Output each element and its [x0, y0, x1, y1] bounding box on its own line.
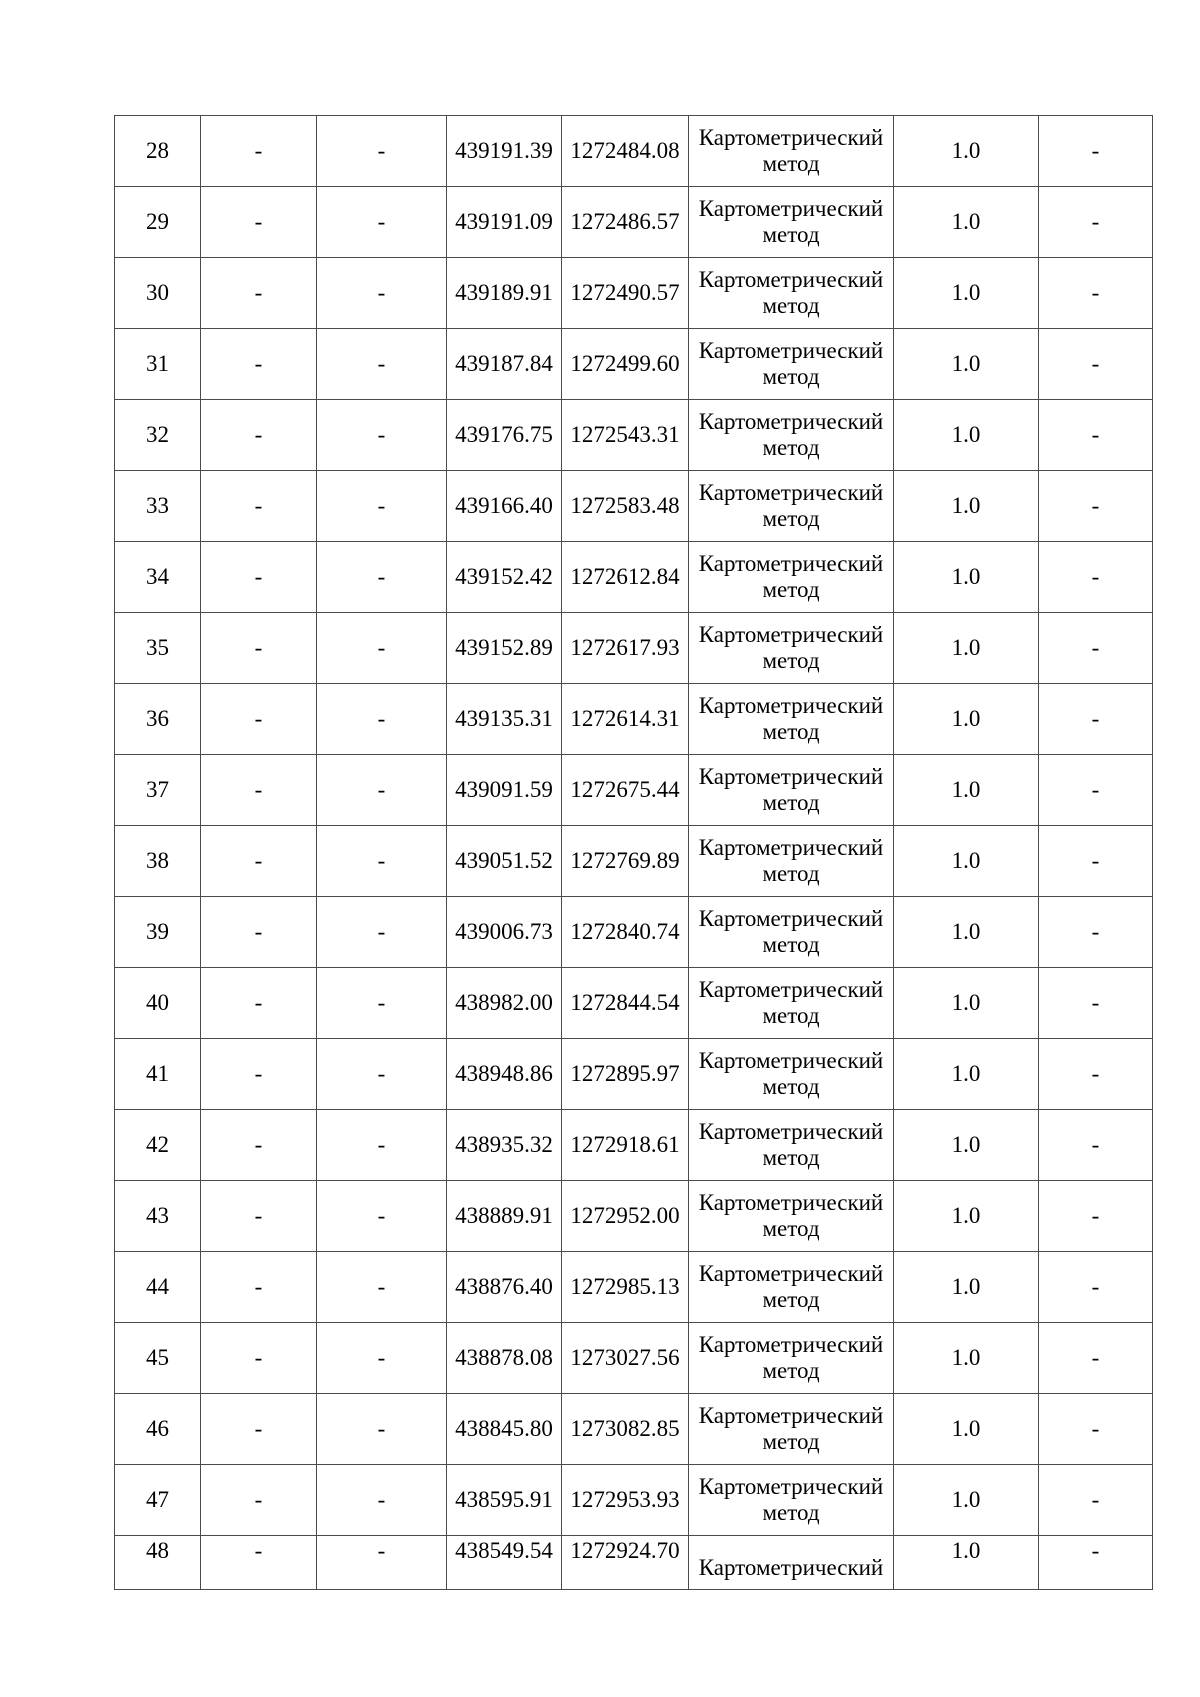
method-text-line: метод: [762, 1358, 820, 1383]
method-cell: [689, 826, 894, 897]
point-number-cell: 43: [115, 1181, 201, 1252]
y-coordinate-cell: 1272895.97: [562, 1039, 689, 1110]
y-coordinate-cell: 1273082.85: [562, 1394, 689, 1465]
table-row: [115, 1181, 1153, 1252]
column-8-cell: -: [1039, 1465, 1153, 1536]
x-coordinate-cell: 438935.32: [447, 1110, 562, 1181]
table-row: [115, 400, 1153, 471]
method-text-line: Картометрический: [698, 1119, 884, 1144]
x-coordinate-cell: 439152.42: [447, 542, 562, 613]
column-2-cell: -: [201, 1536, 317, 1590]
point-number-cell: 45: [115, 1323, 201, 1394]
point-number-cell: 48: [115, 1536, 201, 1590]
column-2-cell: -: [201, 755, 317, 826]
method-text-line: метод: [762, 1003, 820, 1028]
column-3-cell: -: [317, 471, 447, 542]
y-coordinate-cell: 1272583.48: [562, 471, 689, 542]
column-8-cell: -: [1039, 258, 1153, 329]
method-text-line: метод: [762, 648, 820, 673]
column-2-cell: -: [201, 400, 317, 471]
column-2-cell: -: [201, 1252, 317, 1323]
table-row: [115, 826, 1153, 897]
column-8-cell: -: [1039, 1181, 1153, 1252]
table-row: [115, 329, 1153, 400]
method-text-line: Картометрический: [698, 1554, 884, 1580]
method-text-line: Картометрический: [698, 906, 884, 931]
accuracy-cell: 1.0: [894, 1039, 1039, 1110]
column-8-cell: -: [1039, 1039, 1153, 1110]
column-2-cell: -: [201, 1110, 317, 1181]
column-8-cell: -: [1039, 755, 1153, 826]
column-2-cell: -: [201, 1323, 317, 1394]
method-text-line: метод: [762, 293, 820, 318]
column-2-cell: -: [201, 258, 317, 329]
column-8-cell: -: [1039, 1252, 1153, 1323]
column-2-cell: -: [201, 613, 317, 684]
accuracy-cell: 1.0: [894, 1181, 1039, 1252]
method-text-line: Картометрический: [698, 1261, 884, 1286]
column-8-cell: -: [1039, 1536, 1153, 1590]
method-cell: [689, 187, 894, 258]
y-coordinate-cell: 1272486.57: [562, 187, 689, 258]
method-text-line: Картометрический: [698, 551, 884, 576]
accuracy-cell: 1.0: [894, 1536, 1039, 1590]
accuracy-cell: 1.0: [894, 187, 1039, 258]
column-8-cell: -: [1039, 1323, 1153, 1394]
column-8-cell: -: [1039, 897, 1153, 968]
method-text-line: Картометрический: [698, 1190, 884, 1215]
y-coordinate-cell: 1272985.13: [562, 1252, 689, 1323]
x-coordinate-cell: 438876.40: [447, 1252, 562, 1323]
method-cell: [689, 1252, 894, 1323]
x-coordinate-cell: 439191.39: [447, 116, 562, 187]
table-row: [115, 1252, 1153, 1323]
x-coordinate-cell: 439091.59: [447, 755, 562, 826]
method-text-line: метод: [762, 1500, 820, 1525]
method-text-line: метод: [762, 719, 820, 744]
column-3-cell: -: [317, 968, 447, 1039]
method-text-line: Картометрический: [698, 693, 884, 718]
column-3-cell: -: [317, 1110, 447, 1181]
x-coordinate-cell: 439006.73: [447, 897, 562, 968]
column-2-cell: -: [201, 1394, 317, 1465]
column-3-cell: -: [317, 1536, 447, 1590]
column-2-cell: -: [201, 329, 317, 400]
method-text-line: Картометрический: [698, 338, 884, 363]
method-text-line: метод: [762, 1074, 820, 1099]
x-coordinate-cell: 439176.75: [447, 400, 562, 471]
x-coordinate-cell: 439166.40: [447, 471, 562, 542]
table-body: [115, 116, 1153, 1590]
accuracy-cell: 1.0: [894, 542, 1039, 613]
x-coordinate-cell: 438595.91: [447, 1465, 562, 1536]
column-8-cell: -: [1039, 542, 1153, 613]
y-coordinate-cell: 1272499.60: [562, 329, 689, 400]
column-8-cell: -: [1039, 1394, 1153, 1465]
column-3-cell: -: [317, 826, 447, 897]
accuracy-cell: 1.0: [894, 613, 1039, 684]
y-coordinate-cell: 1272484.08: [562, 116, 689, 187]
column-2-cell: -: [201, 1039, 317, 1110]
column-8-cell: -: [1039, 613, 1153, 684]
point-number-cell: 31: [115, 329, 201, 400]
method-text-line: метод: [762, 151, 820, 176]
accuracy-cell: 1.0: [894, 471, 1039, 542]
column-2-cell: -: [201, 187, 317, 258]
point-number-cell: 33: [115, 471, 201, 542]
column-2-cell: -: [201, 471, 317, 542]
point-number-cell: 39: [115, 897, 201, 968]
x-coordinate-cell: 439135.31: [447, 684, 562, 755]
point-number-cell: 46: [115, 1394, 201, 1465]
accuracy-cell: 1.0: [894, 826, 1039, 897]
point-number-cell: 44: [115, 1252, 201, 1323]
y-coordinate-cell: 1272612.84: [562, 542, 689, 613]
x-coordinate-cell: 439152.89: [447, 613, 562, 684]
method-cell: [689, 1181, 894, 1252]
method-text-line: Картометрический: [698, 1474, 884, 1499]
x-coordinate-cell: 439187.84: [447, 329, 562, 400]
column-8-cell: -: [1039, 471, 1153, 542]
column-8-cell: -: [1039, 400, 1153, 471]
point-number-cell: 34: [115, 542, 201, 613]
table-row: [115, 1536, 1153, 1590]
column-2-cell: -: [201, 1181, 317, 1252]
accuracy-cell: 1.0: [894, 1323, 1039, 1394]
accuracy-cell: 1.0: [894, 1394, 1039, 1465]
column-2-cell: -: [201, 826, 317, 897]
x-coordinate-cell: 439189.91: [447, 258, 562, 329]
coordinates-table: [114, 115, 1153, 1590]
point-number-cell: 42: [115, 1110, 201, 1181]
column-8-cell: -: [1039, 116, 1153, 187]
column-3-cell: -: [317, 1039, 447, 1110]
method-cell: [689, 1039, 894, 1110]
method-cell: [689, 1323, 894, 1394]
point-number-cell: 35: [115, 613, 201, 684]
method-text-line: метод: [762, 932, 820, 957]
x-coordinate-cell: 438982.00: [447, 968, 562, 1039]
method-text-line: метод: [762, 222, 820, 247]
column-3-cell: -: [317, 1394, 447, 1465]
column-2-cell: -: [201, 542, 317, 613]
method-cell: [689, 897, 894, 968]
method-text-line: Картометрический: [698, 1048, 884, 1073]
accuracy-cell: 1.0: [894, 897, 1039, 968]
column-8-cell: -: [1039, 684, 1153, 755]
y-coordinate-cell: 1272924.70: [562, 1536, 689, 1590]
column-2-cell: -: [201, 1465, 317, 1536]
column-8-cell: -: [1039, 329, 1153, 400]
method-cell: [689, 1110, 894, 1181]
table-row: [115, 1394, 1153, 1465]
method-text-line: метод: [762, 577, 820, 602]
column-8-cell: -: [1039, 968, 1153, 1039]
method-text-line: Картометрический: [698, 409, 884, 434]
point-number-cell: 38: [115, 826, 201, 897]
y-coordinate-cell: 1272918.61: [562, 1110, 689, 1181]
column-8-cell: -: [1039, 1110, 1153, 1181]
method-text-line: метод: [762, 364, 820, 389]
column-2-cell: -: [201, 684, 317, 755]
method-text-line: метод: [762, 790, 820, 815]
method-text-line: Картометрический: [698, 977, 884, 1002]
method-cell: [689, 613, 894, 684]
method-text-line: Картометрический: [698, 196, 884, 221]
accuracy-cell: 1.0: [894, 755, 1039, 826]
column-3-cell: -: [317, 187, 447, 258]
method-text-line: Картометрический: [698, 267, 884, 292]
table-row: [115, 684, 1153, 755]
point-number-cell: 30: [115, 258, 201, 329]
table-row: [115, 187, 1153, 258]
y-coordinate-cell: 1272490.57: [562, 258, 689, 329]
table-row: [115, 116, 1153, 187]
accuracy-cell: 1.0: [894, 968, 1039, 1039]
table-row: [115, 1039, 1153, 1110]
column-3-cell: -: [317, 1181, 447, 1252]
column-3-cell: -: [317, 542, 447, 613]
method-cell: [689, 400, 894, 471]
y-coordinate-cell: 1272769.89: [562, 826, 689, 897]
column-3-cell: -: [317, 684, 447, 755]
column-3-cell: -: [317, 755, 447, 826]
method-text-line: Картометрический: [698, 622, 884, 647]
accuracy-cell: 1.0: [894, 1110, 1039, 1181]
method-cell: [689, 1536, 894, 1590]
column-3-cell: -: [317, 400, 447, 471]
column-3-cell: -: [317, 613, 447, 684]
y-coordinate-cell: 1273027.56: [562, 1323, 689, 1394]
method-cell: [689, 1465, 894, 1536]
point-number-cell: 37: [115, 755, 201, 826]
column-3-cell: -: [317, 258, 447, 329]
x-coordinate-cell: 438878.08: [447, 1323, 562, 1394]
method-text-line: Картометрический: [698, 1332, 884, 1357]
method-cell: [689, 116, 894, 187]
x-coordinate-cell: 438549.54: [447, 1536, 562, 1590]
column-3-cell: -: [317, 1323, 447, 1394]
method-cell: [689, 471, 894, 542]
column-2-cell: -: [201, 897, 317, 968]
x-coordinate-cell: 438845.80: [447, 1394, 562, 1465]
method-cell: [689, 1394, 894, 1465]
table-row: [115, 258, 1153, 329]
table-row: [115, 1323, 1153, 1394]
x-coordinate-cell: 439051.52: [447, 826, 562, 897]
column-3-cell: -: [317, 1252, 447, 1323]
y-coordinate-cell: 1272840.74: [562, 897, 689, 968]
method-text-line: Картометрический: [698, 1403, 884, 1428]
point-number-cell: 29: [115, 187, 201, 258]
method-text-line: Картометрический: [698, 125, 884, 150]
accuracy-cell: 1.0: [894, 684, 1039, 755]
method-text-line: метод: [762, 506, 820, 531]
method-cell: [689, 684, 894, 755]
column-2-cell: -: [201, 968, 317, 1039]
method-text-line: метод: [762, 435, 820, 460]
method-cell: [689, 258, 894, 329]
point-number-cell: 32: [115, 400, 201, 471]
method-text-line: Картометрический: [698, 480, 884, 505]
method-cell: [689, 968, 894, 1039]
method-cell: [689, 542, 894, 613]
method-cell: [689, 755, 894, 826]
column-3-cell: -: [317, 1465, 447, 1536]
point-number-cell: 47: [115, 1465, 201, 1536]
column-3-cell: -: [317, 116, 447, 187]
y-coordinate-cell: 1272614.31: [562, 684, 689, 755]
table-row: [115, 968, 1153, 1039]
point-number-cell: 40: [115, 968, 201, 1039]
table-row: [115, 613, 1153, 684]
table-row: [115, 1110, 1153, 1181]
y-coordinate-cell: 1272675.44: [562, 755, 689, 826]
method-text-line: метод: [762, 1287, 820, 1312]
table-row: [115, 542, 1153, 613]
method-text-line: метод: [762, 1216, 820, 1241]
x-coordinate-cell: 439191.09: [447, 187, 562, 258]
y-coordinate-cell: 1272543.31: [562, 400, 689, 471]
method-text-line: метод: [762, 1429, 820, 1454]
accuracy-cell: 1.0: [894, 400, 1039, 471]
accuracy-cell: 1.0: [894, 116, 1039, 187]
y-coordinate-cell: 1272952.00: [562, 1181, 689, 1252]
point-number-cell: 28: [115, 116, 201, 187]
x-coordinate-cell: 438948.86: [447, 1039, 562, 1110]
method-text-line: метод: [762, 1145, 820, 1170]
method-text-line: Картометрический: [698, 764, 884, 789]
method-text-line: метод: [762, 861, 820, 886]
accuracy-cell: 1.0: [894, 258, 1039, 329]
y-coordinate-cell: 1272953.93: [562, 1465, 689, 1536]
method-text-line: Картометрический: [698, 835, 884, 860]
method-cell: [689, 329, 894, 400]
table-row: [115, 1465, 1153, 1536]
accuracy-cell: 1.0: [894, 329, 1039, 400]
column-3-cell: -: [317, 329, 447, 400]
column-8-cell: -: [1039, 187, 1153, 258]
accuracy-cell: 1.0: [894, 1465, 1039, 1536]
table-row: [115, 471, 1153, 542]
column-3-cell: -: [317, 897, 447, 968]
y-coordinate-cell: 1272617.93: [562, 613, 689, 684]
table-row: [115, 897, 1153, 968]
column-2-cell: -: [201, 116, 317, 187]
point-number-cell: 36: [115, 684, 201, 755]
x-coordinate-cell: 438889.91: [447, 1181, 562, 1252]
accuracy-cell: 1.0: [894, 1252, 1039, 1323]
column-8-cell: -: [1039, 826, 1153, 897]
y-coordinate-cell: 1272844.54: [562, 968, 689, 1039]
table-row: [115, 755, 1153, 826]
point-number-cell: 41: [115, 1039, 201, 1110]
